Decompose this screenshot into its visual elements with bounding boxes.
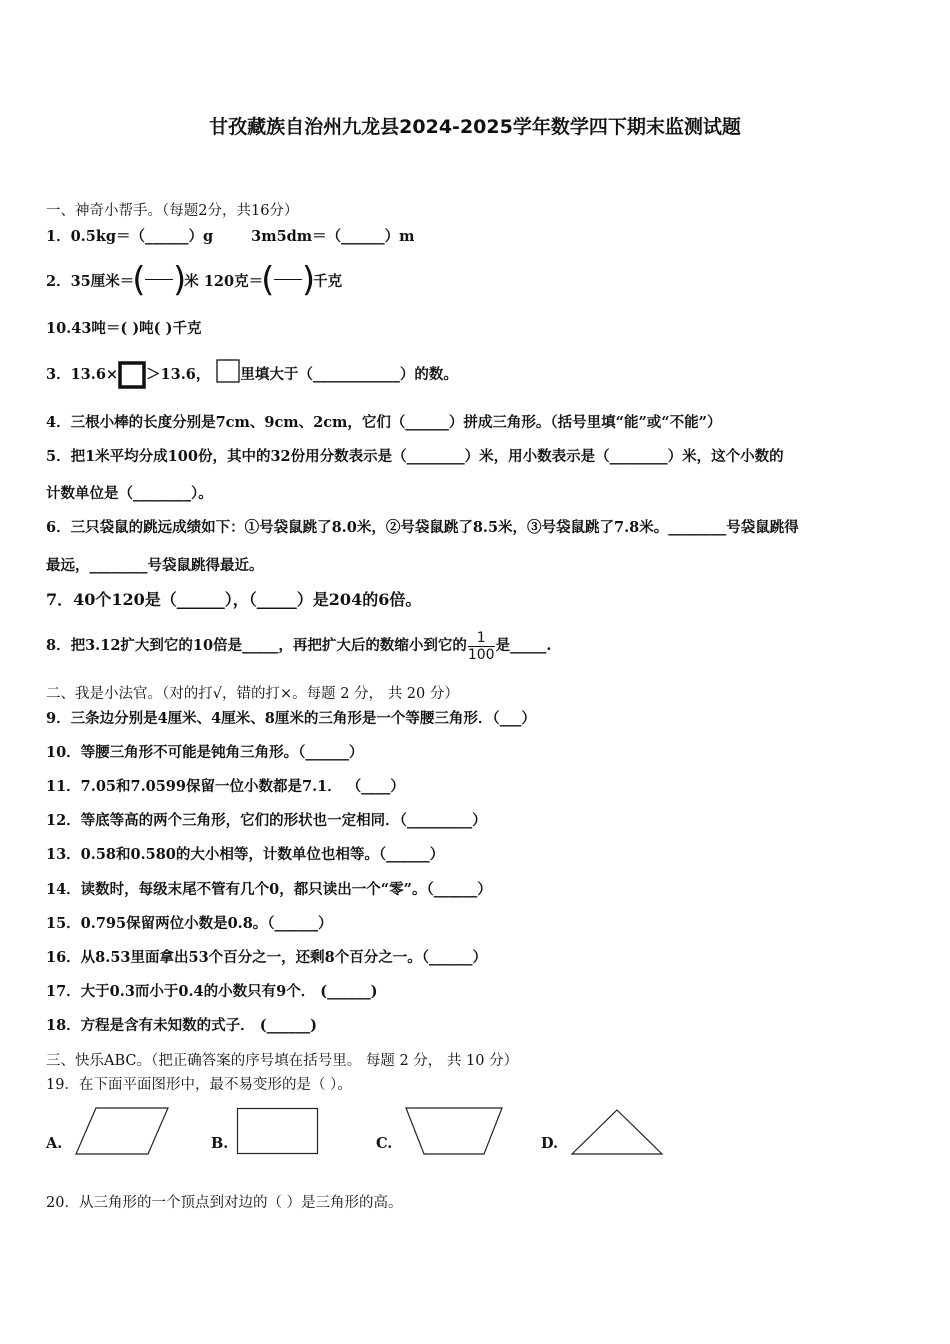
- question-17: 17．大于0.3而小于0.4的小数只有9个． (______): [46, 983, 378, 1000]
- question-9: 9．三条边分别是4厘米、4厘米、8厘米的三角形是一个等腰三角形．（___）: [46, 710, 536, 727]
- q1-part-b: 3m5dm＝（______）m: [251, 228, 415, 245]
- q2-middle: 米 120克＝: [184, 273, 264, 290]
- answer-blank-paren[interactable]: ( ): [261, 260, 316, 300]
- question-15: 15．0.795保留两位小数是0.8。（______）: [46, 915, 333, 932]
- question-14: 14．读数时，每级末尾不管有几个0，都只读出一个“零”。（______）: [46, 881, 492, 898]
- question-18: 18．方程是含有未知数的式子． (______): [46, 1017, 317, 1034]
- question-2: [46, 262, 342, 302]
- q2-suffix: 千克: [313, 273, 343, 290]
- section2-heading: 二、我是小法官。（对的打√，错的打×。每题 2 分， 共 20 分）: [46, 686, 459, 702]
- question-16: 16．从8.53里面拿出53个百分之一，还剩8个百分之一。（______）: [46, 949, 488, 966]
- question-5-line1: 5．把1米平均分成100份，其中的32份用分数表示是（________）米，用小数表示是（________）米，这个小数的: [46, 448, 784, 465]
- question-3: [46, 357, 458, 393]
- section3-heading: 三、快乐ABC。（把正确答案的序号填在括号里。 每题 2 分， 共 10 分）: [46, 1053, 519, 1069]
- fraction-numerator: 1: [468, 630, 495, 647]
- trapezoid-icon: [404, 1106, 504, 1156]
- rectangle-icon: [236, 1107, 320, 1155]
- question-8: [46, 626, 551, 666]
- question-5-line2: 计数单位是（________）。: [46, 485, 213, 502]
- question-2b: 10.43吨＝( )吨( )千克: [46, 320, 202, 337]
- question-20: 20．从三角形的一个顶点到对边的（ ）是三角形的高。: [46, 1195, 403, 1211]
- option-a-label: A.: [46, 1135, 63, 1152]
- q3-suffix: 里填大于（____________）的数。: [240, 366, 458, 383]
- q2-prefix: 2．35厘米＝: [46, 273, 135, 290]
- page-title: 甘孜藏族自治州九龙县2024-2025学年数学四下期末监测试题: [209, 116, 741, 138]
- option-d-label: D.: [541, 1135, 559, 1152]
- fraction: [468, 630, 495, 663]
- q3-middle: ＞13.6，: [146, 366, 211, 383]
- question-1: [46, 227, 415, 247]
- question-12: 12．等底等高的两个三角形，它们的形状也一定相同．（_________）: [46, 812, 487, 829]
- question-6-line1: 6．三只袋鼠的跳远成绩如下：①号袋鼠跳了8.0米，②号袋鼠跳了8.5米，③号袋鼠跳了7.8米。________号袋鼠跳得: [46, 519, 799, 536]
- question-19: 19．在下面平面图形中，最不易变形的是（ ）。: [46, 1077, 352, 1093]
- q8-prefix: 8．把3.12扩大到它的10倍是_____，再把扩大后的数缩小到它的: [46, 637, 467, 654]
- triangle-icon: [570, 1108, 664, 1156]
- section1-heading: 一、神奇小帮手。（每题2分，共16分）: [46, 203, 299, 219]
- option-b-label: B.: [211, 1135, 229, 1152]
- question-11: 11．7.05和7.0599保留一位小数都是7.1． （____）: [46, 778, 405, 795]
- q8-suffix: 是_____.: [495, 637, 552, 654]
- question-13: 13．0.58和0.580的大小相等，计数单位也相等。（______）: [46, 846, 445, 863]
- parallelogram-icon: [74, 1106, 170, 1156]
- q3-prefix: 3．13.6×: [46, 366, 119, 383]
- question-4: 4．三根小棒的长度分别是7cm、9cm、2cm，它们（______）拼成三角形。（括号里填“能”或“不能”）: [46, 414, 722, 431]
- answer-blank-paren[interactable]: ( ): [132, 260, 187, 300]
- question-6-line2: 最远，________号袋鼠跳得最近。: [46, 557, 264, 574]
- question-10: 10．等腰三角形不可能是钝角三角形。（______）: [46, 744, 364, 761]
- question-7: 7．40个120是（______），（_____）是204的6倍。: [46, 590, 422, 609]
- bold-square-box-icon: [118, 361, 146, 389]
- option-c-label: C.: [376, 1135, 393, 1152]
- q1-part-a: 1．0.5kg＝（______）g: [46, 228, 214, 245]
- fraction-denominator: 100: [467, 646, 495, 663]
- square-box-icon: [216, 359, 240, 383]
